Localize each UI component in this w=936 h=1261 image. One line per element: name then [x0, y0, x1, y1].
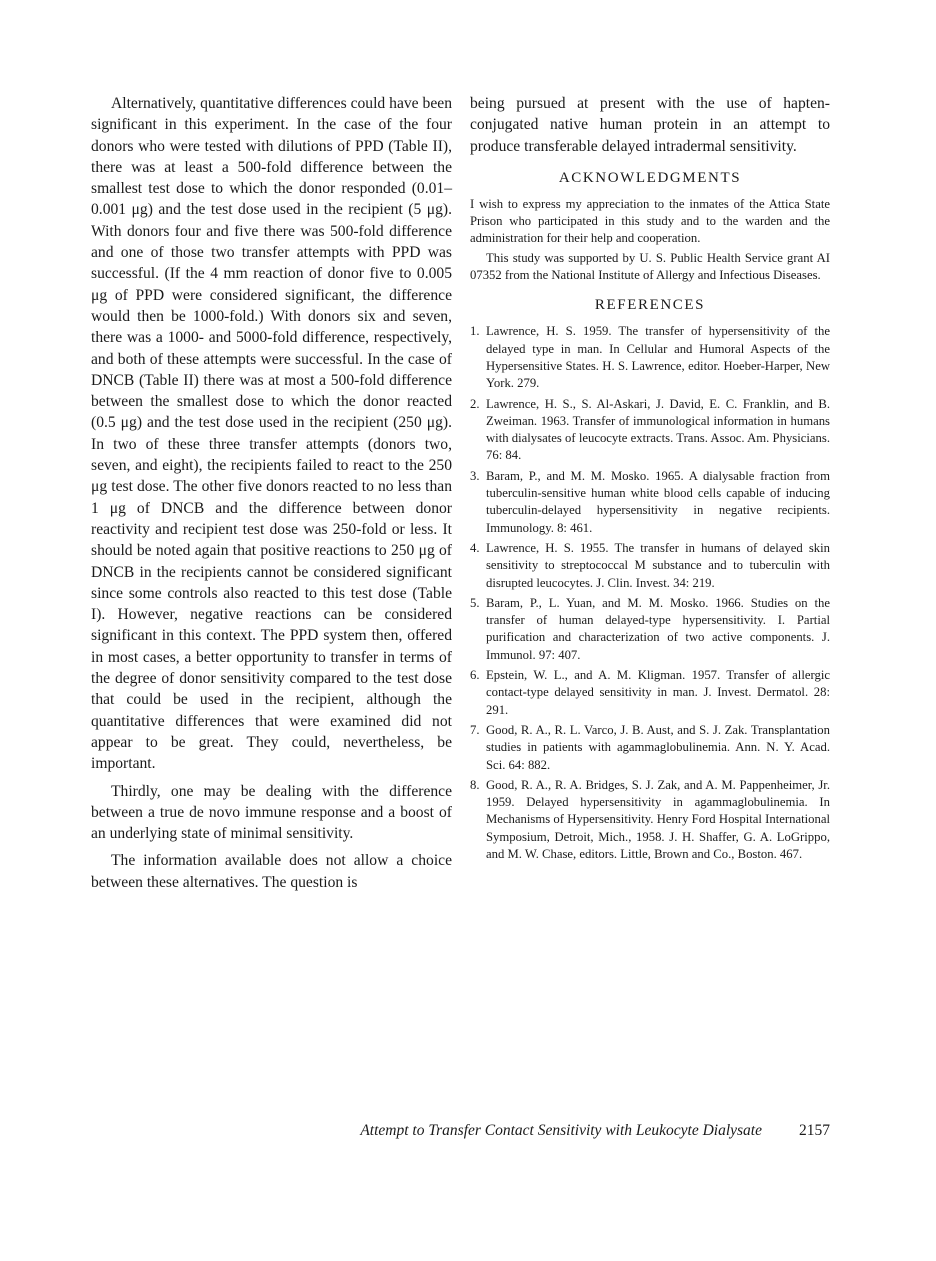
body-paragraph: The information available does not allow a choice between these alternatives. The question is [91, 852, 452, 891]
reference-number: 2. [470, 396, 480, 411]
continued-paragraph: being pursued at present with the use of hapten-conjugated native human protein in an attempt to produce transferable delayed intradermal sensitivity. [470, 95, 830, 155]
acknowledgment-paragraph: This study was supported by U. S. Public Health Service grant AI 07352 from the National Institute of Allergy and Infectious Diseases. [470, 250, 830, 283]
references-list [470, 323, 830, 863]
reference-number: 7. [470, 722, 480, 737]
reference-text: Lawrence, H. S. 1955. The transfer in humans of delayed skin sensitivity to streptococcal M substance and to tuberculin with disrupted leucocytes. J. Clin. Invest. 34: 219. [486, 540, 830, 590]
reference-text: Good, R. A., R. A. Bridges, S. J. Zak, and A. M. Pappenheimer, Jr. 1959. Delayed hypersensitivity in agammaglobulinemia. In Mechanisms of Hypersensitivity. Henry Ford Hospital International Symposium, Detroit, Mich., 1958. J. H. Shaffer, G. A. LoGrippo, and M. W. Chase, editors. Little, Brown and Co., Boston. 467. [486, 777, 830, 861]
reference-text: Lawrence, H. S. 1959. The transfer of hypersensitivity of the delayed type in man. In Cellular and Humoral Aspects of the Hypersensitive States. H. S. Lawrence, editor. Hoeber-Harper, New York. 279. [486, 324, 830, 391]
reference-number: 3. [470, 468, 480, 483]
reference-text: Lawrence, H. S., S. Al-Askari, J. David, E. C. Franklin, and B. Zweiman. 1963. Transfer of immunological information in humans with dialysates of leucocyte extracts. Trans. Assoc. Am. Physicians. 76: 84. [486, 396, 830, 463]
reference-item [470, 468, 830, 537]
reference-item [470, 540, 830, 592]
reference-item [470, 595, 830, 664]
running-title: Attempt to Transfer Contact Sensitivity with Leukocyte Dialysate [360, 1122, 762, 1139]
reference-text: Baram, P., and M. M. Mosko. 1965. A dialysable fraction from tuberculin-sensitive human white blood cells capable of inducing tuberculin-delayed hypersensitivity in negative recipients. Immunology. 8: 461. [486, 468, 830, 535]
reference-item [470, 777, 830, 863]
reference-number: 1. [470, 324, 480, 339]
reference-item [470, 323, 830, 392]
reference-text: Epstein, W. L., and A. M. Kligman. 1957. Transfer of allergic contact-type delayed sensitivity in man. J. Invest. Dermatol. 28: 291. [486, 668, 830, 717]
reference-number: 5. [470, 595, 480, 610]
acknowledgment-paragraph: I wish to express my appreciation to the inmates of the Attica State Prison who participated in this study and to the warden and the administration for their help and cooperation. [470, 196, 830, 246]
reference-number: 8. [470, 777, 480, 792]
reference-item [470, 667, 830, 719]
reference-text: Good, R. A., R. L. Varco, J. B. Aust, and S. J. Zak. Transplantation studies in patients with agammaglobulinemia. Ann. N. Y. Acad. Sci. 64: 882. [486, 722, 830, 772]
body-paragraph: Alternatively, quantitative differences could have been significant in this experiment. In the case of the four donors who were tested with dilutions of PPD (Table II), there was at least a 500-fold difference between the smallest test dose to which the donor responded (0.01–0.001 μg) and the test dose used in the recipient (5 μg). With donors four and five there was 500-fold difference and one of those two transfer attempts with PPD was successful. (If the 4 mm reaction of donor five to 0.005 μg of PPD were considered significant, the difference would then be 1000-fold.) With donors six and seven, there was a 1000- and 5000-fold difference, respectively, and both of these attempts were successful. In the case of DNCB (Table II) there was at most a 500-fold difference between the smallest dose to which the donor reacted (0.5 μg) and the test dose used in the recipient (250 μg). In two of these three transfer attempts (donors two, seven, and eight), the recipients failed to react to the 250 μg test dose. The other five donors reacted to no less than 1 μg of DNCB and the difference between donor reactivity and recipient test dose was 250-fold or less. It should be noted again that positive reactions to 250 μg of DNCB in the recipients cannot be considered significant since some controls also reacted to this test dose (Table I). However, negative reactions can be considered significant in this context. The PPD system then, offered in most cases, a better opportunity to transfer in terms of the degree of donor sensitivity compared to the test dose that could be used in the recipient, although the quantitative differences that were examined did not appear to be great. They could, nevertheless, be important. [91, 95, 452, 773]
right-column [470, 93, 830, 866]
body-paragraph: Thirdly, one may be dealing with the difference between a true de novo immune response and a boost of an underlying state of minimal sensitivity. [91, 782, 452, 843]
reference-item [470, 722, 830, 774]
reference-item [470, 396, 830, 465]
reference-number: 6. [470, 668, 480, 683]
acknowledgments-heading: ACKNOWLEDGMENTS [558, 169, 742, 186]
left-column [91, 93, 452, 899]
reference-text: Baram, P., L. Yuan, and M. M. Mosko. 1966. Studies on the transfer of human delayed-type hypersensitivity. I. Partial purification and characterization of two active components. J. Immunol. 97: 407. [486, 595, 830, 662]
references-heading: REFERENCES [594, 297, 706, 314]
reference-number: 4. [470, 540, 480, 555]
page-number: 2157 [799, 1122, 830, 1139]
